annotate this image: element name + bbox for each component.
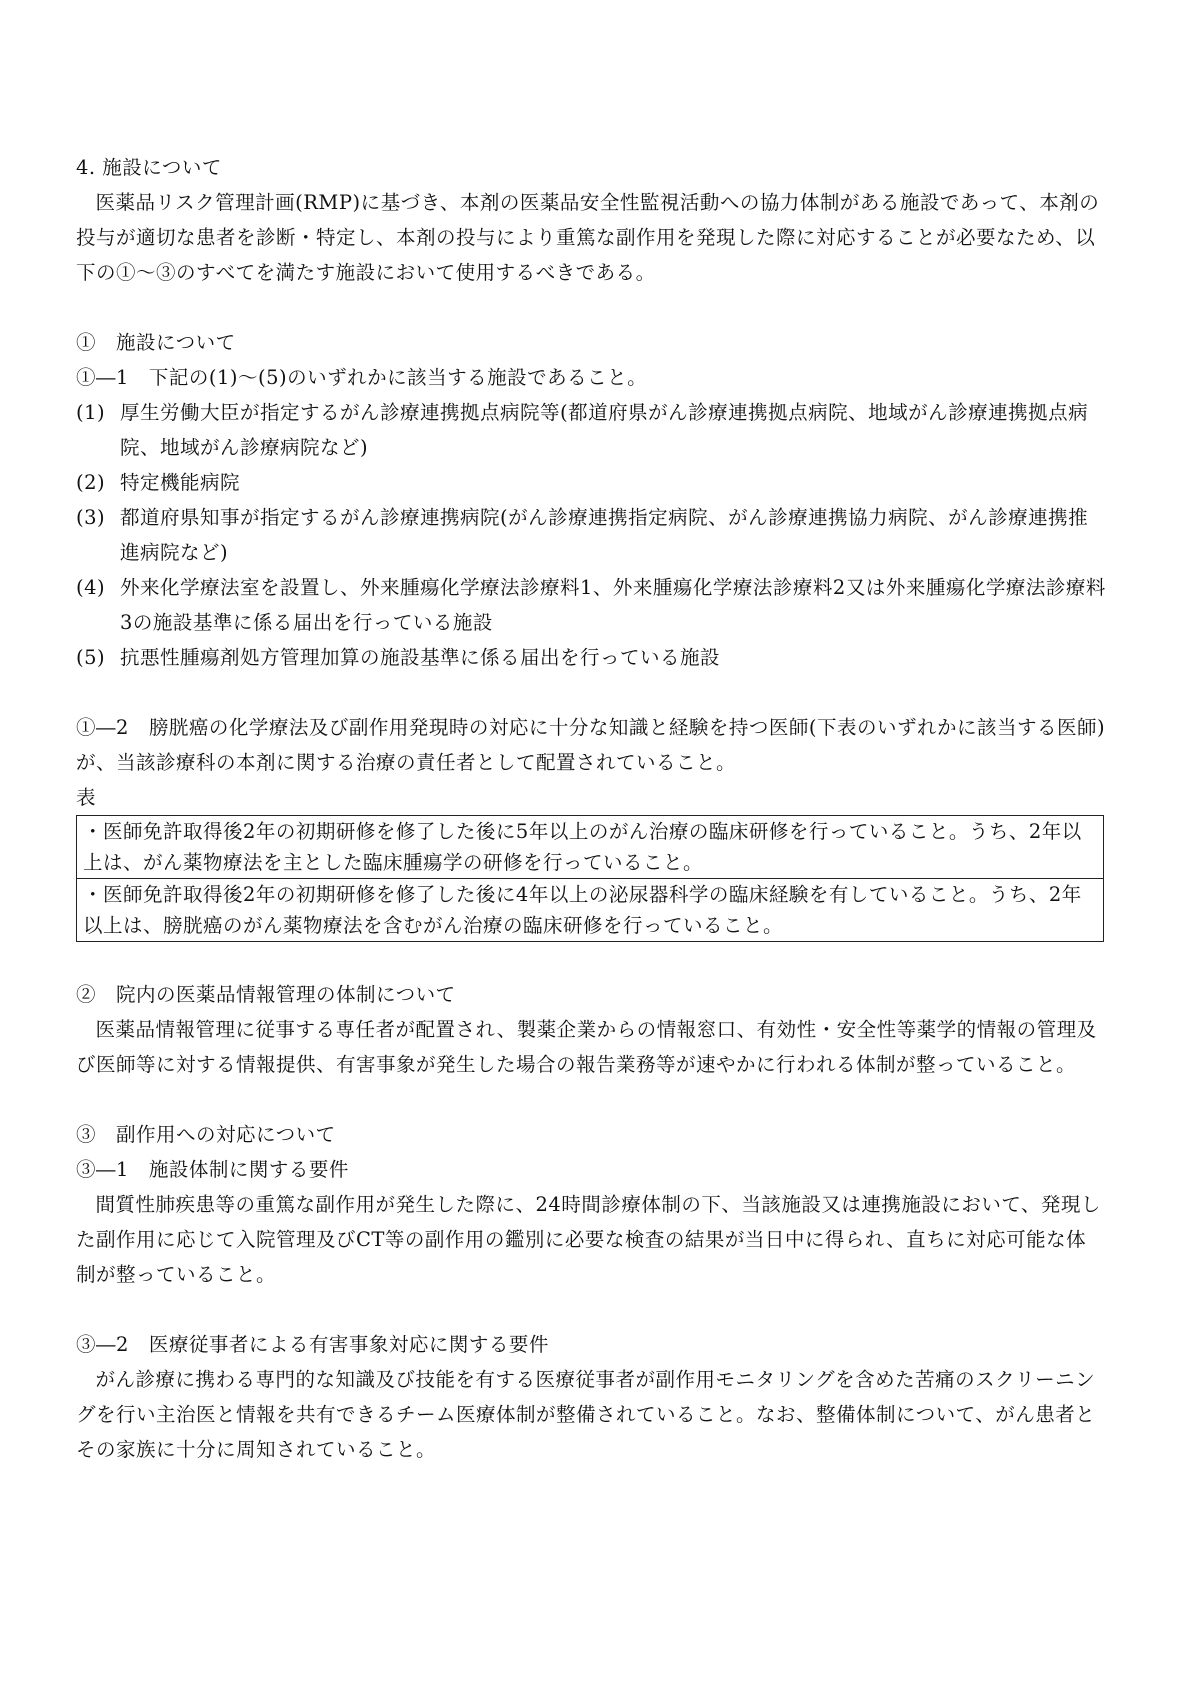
list-item-number: (3): [76, 506, 106, 529]
document-body: [76, 150, 1106, 1467]
list-item: [76, 640, 1106, 675]
list-item-text: 抗悪性腫瘍剤処方管理加算の施設基準に係る届出を行っている施設: [120, 646, 721, 669]
list-item-number: (1): [76, 401, 106, 424]
section-title: 4. 施設について: [76, 156, 222, 179]
s2-body: 医薬品情報管理に従事する専任者が配置され、製薬企業からの情報窓口、有効性・安全性等薬学的情報の管理及び医師等に対する情報提供、有害事象が発生した場合の報告業務等が速やかに行われる体制が整っていること。: [76, 1018, 1097, 1076]
s3-heading: ③ 副作用への対応について: [76, 1123, 336, 1146]
list-item-number: (2): [76, 471, 106, 494]
s3-sub2-heading: ③―2 医療従事者による有害事象対応に関する要件: [76, 1333, 549, 1356]
list-item-text: 特定機能病院: [120, 471, 241, 494]
list-item-text: 外来化学療法室を設置し、外来腫瘍化学療法診療料1、外来腫瘍化学療法診療料2又は外来腫瘍化学療法診療料3の施設基準に係る届出を行っている施設: [120, 576, 1106, 634]
spacer: [76, 942, 1106, 977]
table-row: [77, 879, 1104, 942]
physician-requirements-table: [76, 815, 1104, 942]
list-item-text: 厚生労働大臣が指定するがん診療連携拠点病院等(都道府県がん診療連携拠点病院、地域がん診療連携拠点病院、地域がん診療病院など): [120, 401, 1089, 459]
intro-paragraph: 医薬品リスク管理計画(RMP)に基づき、本剤の医薬品安全性監視活動への協力体制がある施設であって、本剤の投与が適切な患者を診断・特定し、本剤の投与により重篤な副作用を発現した際に対応することが必要なため、以下の①～③のすべてを満たす施設において使用するべきである。: [76, 191, 1100, 284]
table-row: [77, 816, 1104, 879]
list-item: [76, 570, 1106, 640]
list-item: [76, 500, 1106, 570]
s1-heading: ① 施設について: [76, 331, 236, 354]
facility-list: [76, 395, 1106, 675]
list-item: [76, 465, 1106, 500]
spacer: [76, 1292, 1106, 1327]
s1-sub1-heading: ①―1 下記の(1)～(5)のいずれかに該当する施設であること。: [76, 366, 648, 389]
s2-heading: ② 院内の医薬品情報管理の体制について: [76, 983, 456, 1006]
list-item-number: (4): [76, 576, 106, 599]
spacer: [76, 290, 1106, 325]
s1-sub2-heading: ①―2 膀胱癌の化学療法及び副作用発現時の対応に十分な知識と経験を持つ医師(下表のいずれかに該当する医師)が、当該診療科の本剤に関する治療の責任者として配置されていること。: [76, 716, 1106, 774]
s3-sub1-body: 間質性肺疾患等の重篤な副作用が発生した際に、24時間診療体制の下、当該施設又は連携施設において、発現した副作用に応じて入院管理及びCT等の副作用の鑑別に必要な検査の結果が当日中に得られ、直ちに対応可能な体制が整っていること。: [76, 1193, 1101, 1286]
list-item: [76, 395, 1106, 465]
s3-sub1-heading: ③―1 施設体制に関する要件: [76, 1158, 349, 1181]
table-cell: ・医師免許取得後2年の初期研修を修了した後に4年以上の泌尿器科学の臨床経験を有していること。うち、2年以上は、膀胱癌のがん薬物療法を含むがん治療の臨床研修を行っていること。: [77, 879, 1104, 942]
table-cell: ・医師免許取得後2年の初期研修を修了した後に5年以上のがん治療の臨床研修を行っていること。うち、2年以上は、がん薬物療法を主とした臨床腫瘍学の研修を行っていること。: [77, 816, 1104, 879]
list-item-text: 都道府県知事が指定するがん診療連携病院(がん診療連携指定病院、がん診療連携協力病院、がん診療連携推進病院など): [120, 506, 1089, 564]
s3-sub2-body: がん診療に携わる専門的な知識及び技能を有する医療従事者が副作用モニタリングを含めた苦痛のスクリーニングを行い主治医と情報を共有できるチーム医療体制が整備されていること。なお、整備体制について、がん患者とその家族に十分に周知されていること。: [76, 1368, 1096, 1461]
table-label: 表: [76, 786, 97, 809]
list-item-number: (5): [76, 646, 106, 669]
spacer: [76, 675, 1106, 710]
spacer: [76, 1082, 1106, 1117]
